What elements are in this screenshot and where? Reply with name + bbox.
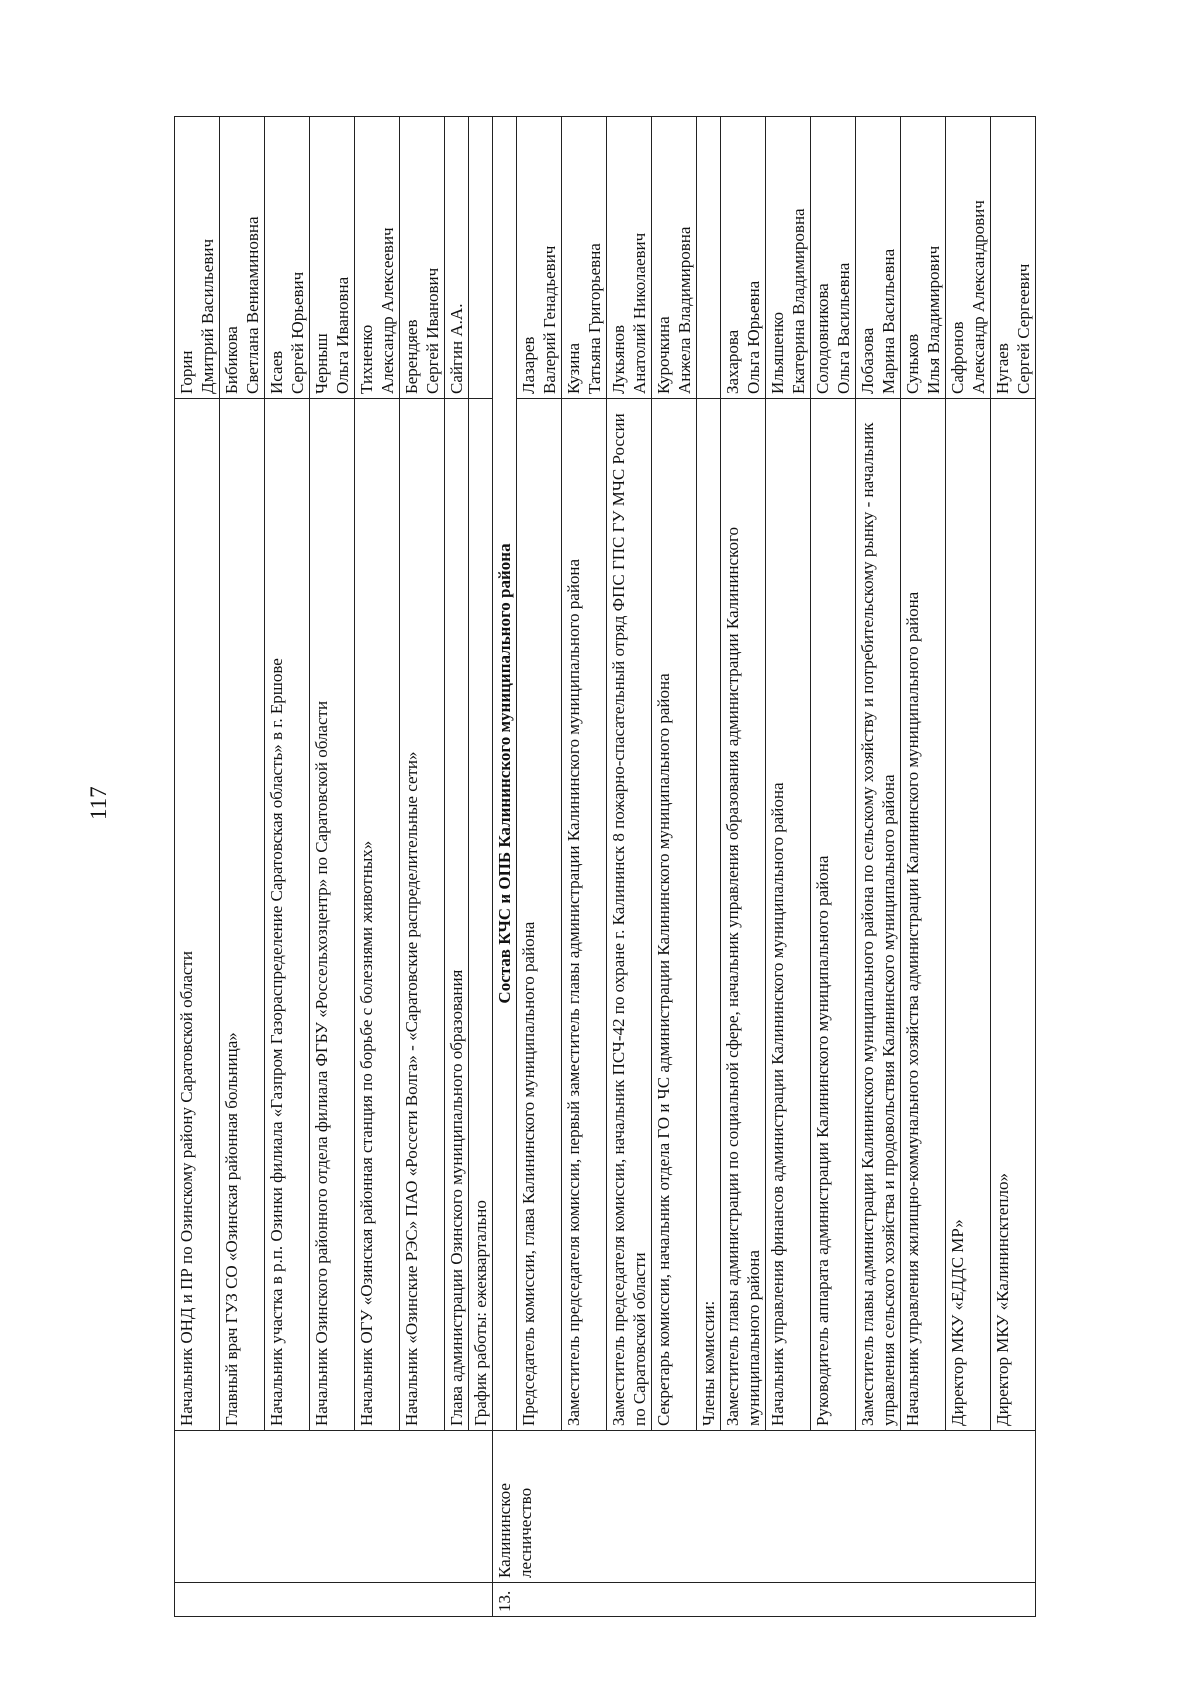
name-cell (175, 117, 220, 399)
given-names: Сергей Сергеевич (1014, 263, 1033, 394)
name-cell (811, 117, 856, 399)
position-cell: Главный врач ГУЗ СО «Озинская районная больница» (220, 399, 265, 1431)
surname: Лазарев (519, 336, 538, 394)
table-row (901, 117, 946, 1617)
name-cell (562, 117, 607, 399)
position-cell: Секретарь комиссии, начальник отдела ГО и ЧС администрации Калининского муниципального района (652, 399, 697, 1431)
given-names: Дмитрий Васильевич (198, 238, 217, 394)
surname: Сафронов (948, 321, 967, 394)
table-row (517, 117, 562, 1617)
surname: Горин (177, 350, 196, 394)
given-names: Марина Васильевна (879, 248, 898, 394)
table-row (469, 117, 493, 1617)
name-cell (856, 117, 901, 399)
table-row (811, 117, 856, 1617)
given-names: Ольга Ивановна (333, 276, 352, 394)
surname: Черныш (312, 333, 331, 394)
name-cell (469, 117, 493, 399)
table-row (175, 117, 220, 1617)
name-cell (721, 117, 766, 399)
surname: Исаев (267, 350, 286, 394)
position-cell: Заместитель главы администрации Калининского муниципального района по сельскому хозяйству и потребительскому рынку - начальник управления сельского хозяйства и продовольствия Калининского муниципального района (856, 399, 901, 1431)
given-names: Сергей Юрьевич (288, 271, 307, 394)
number-cell: 13. (493, 1583, 1036, 1617)
table-row (697, 117, 721, 1617)
given-names: Александр Александрович (969, 200, 988, 394)
given-names: Илья Владимирович (924, 245, 943, 394)
organization-cell: Калининское лесничество (493, 1431, 1036, 1583)
position-cell: Председатель комиссии, глава Калининского муниципального района (517, 399, 562, 1431)
table-row (265, 117, 310, 1617)
surname: Нугаев (993, 343, 1012, 394)
name-cell (946, 117, 991, 399)
organization-cell (175, 1431, 493, 1583)
given-names: Татьяна Григорьевна (585, 243, 604, 394)
given-names: Ольга Юрьевна (744, 280, 763, 394)
position-cell: Начальник ОГУ «Озинская районная станция по борьбе с болезнями животных» (355, 399, 400, 1431)
name-cell (991, 117, 1036, 399)
position-cell: Заместитель председателя комиссии, первый заместитель главы администрации Калининского муниципального района (562, 399, 607, 1431)
commission-table-rotated (174, 117, 1036, 1617)
section-heading: Состав КЧС и ОПБ Калининского муниципального района (493, 117, 517, 1431)
position-cell: График работы: ежеквартально (469, 399, 493, 1431)
name-cell (265, 117, 310, 399)
name-cell (901, 117, 946, 399)
name-cell (400, 117, 445, 399)
position-cell: Заместитель главы администрации по социальной сфере, начальник управления образования администрации Калининского муниципального района (721, 399, 766, 1431)
given-names: Анжела Владимировна (675, 226, 694, 394)
table-row (445, 117, 469, 1617)
name-cell (766, 117, 811, 399)
given-names: Екатерина Владимировна (789, 208, 808, 394)
commission-table (174, 116, 1036, 1617)
surname: Кузина (564, 342, 583, 394)
table-row (310, 117, 355, 1617)
surname: Курочкина (654, 316, 673, 394)
surname: Лобазова (858, 327, 877, 394)
surname: Берендяев (402, 319, 421, 394)
position-cell: Начальник Озинского районного отдела филиала ФГБУ «Россельхозцентр» по Саратовской области (310, 399, 355, 1431)
table-row (946, 117, 991, 1617)
given-names: Валерий Генадьевич (540, 245, 559, 394)
position-cell: Директор МКУ «ЕДДС МР» (946, 399, 991, 1431)
name-cell (607, 117, 652, 399)
table-row (721, 117, 766, 1617)
position-cell: Начальник ОНД и ПР по Озинскому району Саратовской области (175, 399, 220, 1431)
name-cell (652, 117, 697, 399)
table-row (607, 117, 652, 1617)
position-cell: Начальник участка в р.п. Озинки филиала «Газпром Газораспределение Саратовская область» в г. Ершове (265, 399, 310, 1431)
section-heading-row (493, 117, 517, 1617)
given-names: Анатолий Николаевич (630, 232, 649, 394)
given-names: Светлана Вениаминовна (243, 216, 262, 394)
position-cell: Руководитель аппарата администрации Калининского муниципального района (811, 399, 856, 1431)
surname: Захарова (723, 329, 742, 394)
given-names: Ольга Васильевна (834, 262, 853, 394)
surname: Сайгин А.А. (447, 303, 466, 394)
name-cell (310, 117, 355, 399)
position-cell: Директор МКУ «Калининсктепло» (991, 399, 1036, 1431)
position-cell: Начальник «Озинские РЭС» ПАО «Россети Волга» - «Саратовские распределительные сети» (400, 399, 445, 1431)
surname: Солодовникова (813, 283, 832, 394)
name-cell (445, 117, 469, 399)
surname: Суньков (903, 333, 922, 394)
name-cell (697, 117, 721, 399)
surname: Тихненко (357, 324, 376, 394)
name-cell (355, 117, 400, 399)
position-cell: Глава администрации Озинского муниципального образования (445, 399, 469, 1431)
table-row (766, 117, 811, 1617)
table-row (991, 117, 1036, 1617)
table-row (652, 117, 697, 1617)
name-cell (517, 117, 562, 399)
given-names: Александр Алексеевич (378, 227, 397, 394)
position-cell: Начальник управления жилищно-коммунального хозяйства администрации Калининского муниципального района (901, 399, 946, 1431)
position-cell: Заместитель председателя комиссии, начальник ПСЧ-42 по охране г. Калининск 8 пожарно-спасательный отряд ФПС ГПС ГУ МЧС России по Саратовской области (607, 399, 652, 1431)
position-cell: Члены комиссии: (697, 399, 721, 1431)
table-row (562, 117, 607, 1617)
surname: Лукьянов (609, 324, 628, 394)
surname: Бибикова (222, 326, 241, 394)
given-names: Сергей Иванович (423, 267, 442, 394)
table-row (856, 117, 901, 1617)
table-row (400, 117, 445, 1617)
name-cell (220, 117, 265, 399)
number-cell (175, 1583, 493, 1617)
table-row (355, 117, 400, 1617)
table-row (220, 117, 265, 1617)
position-cell: Начальник управления финансов администрации Калининского муниципального района (766, 399, 811, 1431)
page-number: 117 (86, 786, 111, 820)
surname: Ильяшенко (768, 312, 787, 394)
